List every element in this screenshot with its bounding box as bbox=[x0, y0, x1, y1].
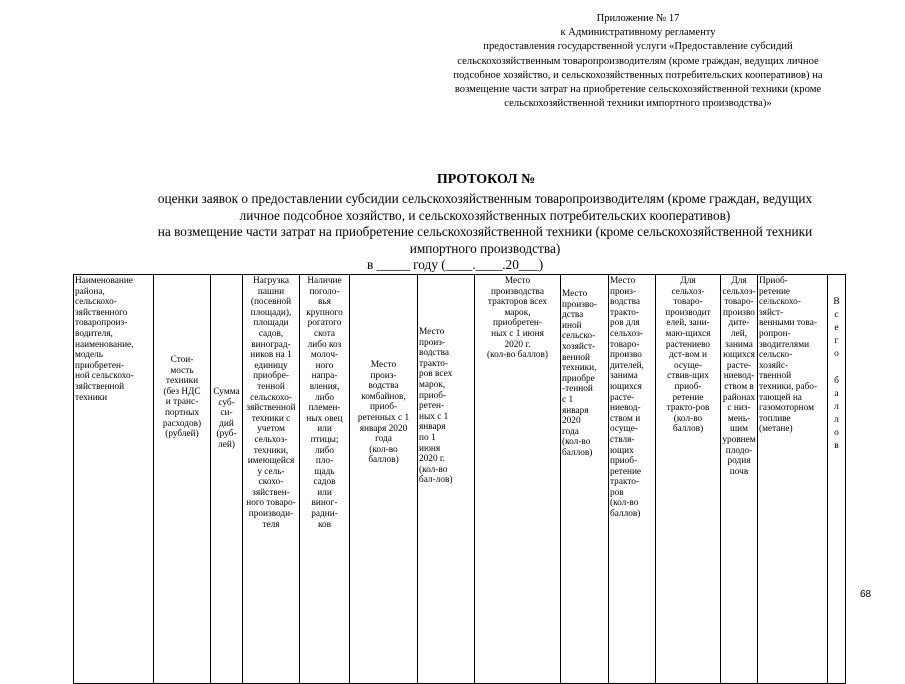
protocol-line: оценки заявок о предоставлении субсидии сельскохозяйственным товаропроизводителям (кроме граждан, ведущих bbox=[157, 191, 813, 206]
protocol-title: ПРОТОКОЛ № bbox=[436, 172, 536, 187]
table-header-cell: Место произво- дства иной сельско- хозяйст- венной техники, приобре -тенной с 1 января 2020 года (кол-во баллов) bbox=[561, 275, 609, 684]
protocol-date-line: в _____ году (____.____.20___) bbox=[367, 257, 544, 273]
table-header-cell: Стои- мость техники (без НДС и транс- портных расходов) (рублей) bbox=[154, 275, 211, 684]
annex-line: предоставления государственной услуги «Предоставление субсидий bbox=[483, 41, 793, 53]
table-header-cell: Место произ- водства тракто- ров для сельхоз- товаро- произво дителей, занима ющихся расте- ниевод- ством и осуще- ствля- ющих приоб- ретение тракто- ров (кол-во баллов) bbox=[609, 275, 656, 684]
protocol-line: импортного производства) bbox=[409, 240, 561, 256]
annex-header bbox=[418, 12, 858, 111]
annex-line: сельскохозяйственной техники импортного производства)» bbox=[504, 98, 772, 110]
table-header-cell: Приоб- ретение сельскохо- зяйст- венными това- ропрон- зводителями сельско- хозяйс- твенной техники, рабо- тающей на газомоторном топливе (метане) bbox=[758, 275, 828, 684]
table-header-cell: Для сельхоз- товаро- производит елей, зани- маю-щихся растениево дст-вом и осуще- ствив-щих приоб- ретение тракто-ров (кол-во баллов) bbox=[656, 275, 721, 684]
annex-line: Приложение № 17 bbox=[596, 13, 680, 24]
table-header-cell: Для сельхоз- товаро- произво дите- лей, занима ющихся расте- ниевод- ством в районах с низ- мень- шим уровнем плодо- родия почв bbox=[721, 275, 758, 684]
table-header-cell: Наличие поголо- вья крупного рогатого скота либо коз молоч- ного напра- вления, либо племен- ных овец или птицы; либо пло- щадь садов или виног- радни- ков bbox=[300, 275, 350, 684]
table-header-cell: Место произ- водства комбайнов, приоб- ретенных с 1 января 2020 года (кол-во баллов) bbox=[350, 275, 418, 684]
table-header-cell: Наименование района, сельскохо- зяйственного товаропроиз- водителя, наименование, модель приобретен- ной сельскохо- зяйственной техники bbox=[74, 275, 154, 684]
annex-line: подсобное хозяйство, и сельскохозяйственных потребительских кооперативов) на bbox=[453, 69, 823, 81]
table-header-cell: Нагрузка пашни (посевной площади), площади садов, виноград- ников на 1 единицу приобре- тенной сельскохо- зяйственной техники с учетом сельхоз- техники, имеющейся у сель- скохо- зяйствен- ного товаро- производи- теля bbox=[243, 275, 300, 684]
annex-line: возмещение части затрат на приобретение сельскохозяйственной техники (кроме bbox=[454, 84, 822, 96]
annex-line: сельскохозяйственным товаропроизводителям (кроме граждан, ведущих личное bbox=[457, 55, 819, 67]
table-header-cell: Место производства тракторов всех марок, приобретен- ных с 1 июня 2020 г. (кол-во баллов) bbox=[475, 275, 561, 684]
table-header-row bbox=[74, 275, 846, 684]
table-header-cell: Место произ- водства тракто- ров всех марок, приоб- ретен- ных с 1 января по 1 июня 2020 г. (кол-во бал-лов) bbox=[418, 275, 475, 684]
protocol-line: на возмещение части затрат на приобретение сельскохозяйственной техники (кроме сельскохозяйственной техники bbox=[157, 224, 813, 240]
annex-line: к Административному регламенту bbox=[560, 27, 716, 39]
protocol-description bbox=[80, 191, 890, 274]
page-number: 68 bbox=[860, 589, 872, 600]
protocol-line: личное подсобное хозяйство, и сельскохозяйственных потребительских кооперативов) bbox=[239, 207, 731, 223]
table-header-cell-total: В с е г о б а л л о в bbox=[828, 275, 846, 684]
scoring-table bbox=[73, 274, 846, 684]
table-header-cell: Сумма суб- си- дий (руб- лей) bbox=[211, 275, 243, 684]
